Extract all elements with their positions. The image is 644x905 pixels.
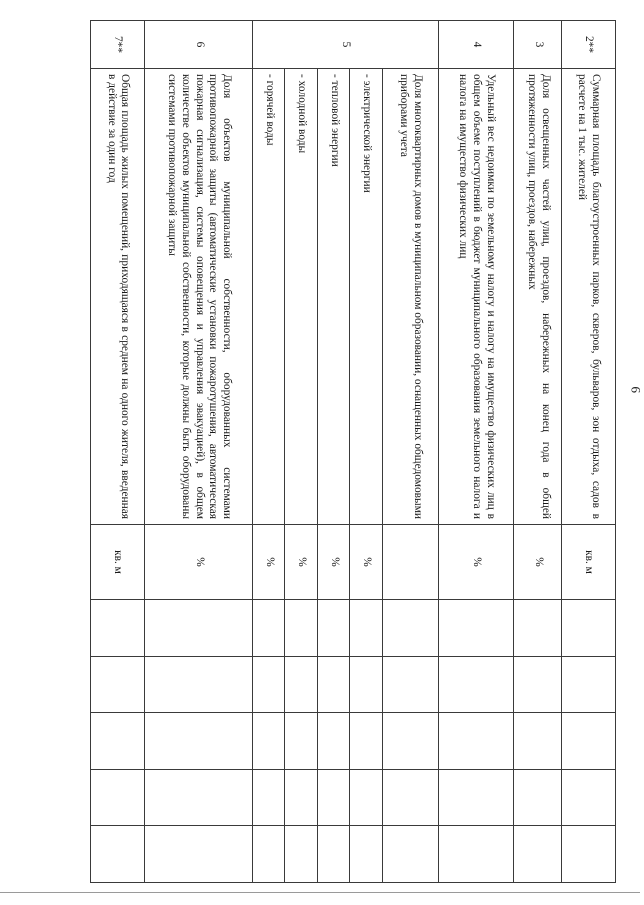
- indicator-name: Доля объектов муниципальной собственности, оборудованных системами противопожарной защиты (автоматические установки пожаротушения, автоматическая пожарная сигнализация, системы оповещения и управления эвакуацией), в общем количестве объектов муниципальной собственности, которые должны быть оборудованы системами противопожарной защиты: [145, 69, 253, 525]
- table-row: [317, 21, 349, 883]
- value-cell: [253, 769, 285, 826]
- indicator-sub-name: - тепловой энергии: [317, 69, 349, 525]
- value-cell: [317, 713, 349, 770]
- value-cell: [350, 826, 382, 883]
- value-cell: [317, 600, 349, 657]
- value-cell: [382, 769, 438, 826]
- table-row: [253, 21, 285, 883]
- unit-cell: [382, 525, 438, 600]
- value-cell: [562, 826, 616, 883]
- value-cell: [350, 713, 382, 770]
- row-number: 2**: [562, 21, 616, 69]
- value-cell: [562, 656, 616, 713]
- value-cell: [382, 656, 438, 713]
- indicator-name: Доля освещенных частей улиц, проездов, набережных на конец года в общей протяженности улиц, проездов, набережных: [514, 69, 562, 525]
- value-cell: [91, 769, 145, 826]
- value-cell: [317, 769, 349, 826]
- page-number: 9: [628, 386, 643, 393]
- value-cell: [514, 656, 562, 713]
- table-row: [285, 21, 317, 883]
- value-cell: [438, 826, 514, 883]
- table-row: [382, 21, 438, 883]
- value-cell: [253, 826, 285, 883]
- indicators-table-container: [90, 20, 616, 882]
- indicator-name: Общая площадь жилых помещений, приходящаяся в среднем на одного жителя, введенная в действие за один год: [91, 69, 145, 525]
- indicator-name: Удельный вес недоимки по земельному налогу и налогу на имущество физических лиц в общем объеме поступлений в бюджет муниципального образования земельного налога и налога на имущество физических лиц: [438, 69, 514, 525]
- row-number: 7**: [91, 21, 145, 69]
- value-cell: [253, 600, 285, 657]
- indicator-sub-name: - холодной воды: [285, 69, 317, 525]
- value-cell: [145, 713, 253, 770]
- unit-cell: %: [285, 525, 317, 600]
- value-cell: [91, 656, 145, 713]
- value-cell: [253, 656, 285, 713]
- value-cell: [285, 826, 317, 883]
- row-number: 4: [438, 21, 514, 69]
- value-cell: [350, 769, 382, 826]
- value-cell: [382, 713, 438, 770]
- table-row: [350, 21, 382, 883]
- value-cell: [285, 769, 317, 826]
- value-cell: [382, 826, 438, 883]
- unit-cell: %: [350, 525, 382, 600]
- value-cell: [91, 826, 145, 883]
- table-row: [438, 21, 514, 883]
- row-number: 6: [145, 21, 253, 69]
- value-cell: [562, 600, 616, 657]
- unit-cell: %: [438, 525, 514, 600]
- value-cell: [145, 826, 253, 883]
- value-cell: [145, 656, 253, 713]
- unit-cell: %: [514, 525, 562, 600]
- indicator-name: Суммарная площадь благоустроенных парков, скверов, бульваров, зон отдыха, садов в расчете на 1 тыс. жителей: [562, 69, 616, 525]
- value-cell: [317, 656, 349, 713]
- value-cell: [350, 600, 382, 657]
- value-cell: [145, 769, 253, 826]
- value-cell: [317, 826, 349, 883]
- unit-cell: %: [317, 525, 349, 600]
- value-cell: [438, 600, 514, 657]
- row-number: 5: [253, 21, 439, 69]
- table-row: [145, 21, 253, 883]
- value-cell: [514, 769, 562, 826]
- value-cell: [91, 713, 145, 770]
- value-cell: [514, 826, 562, 883]
- value-cell: [514, 713, 562, 770]
- value-cell: [253, 713, 285, 770]
- row-number: 3: [514, 21, 562, 69]
- value-cell: [562, 713, 616, 770]
- indicator-sub-name: - электрической энергии: [350, 69, 382, 525]
- table-row: [91, 21, 145, 883]
- unit-cell: кв. м: [91, 525, 145, 600]
- unit-cell: %: [253, 525, 285, 600]
- value-cell: [285, 600, 317, 657]
- value-cell: [91, 600, 145, 657]
- indicator-sub-name: - горячей воды: [253, 69, 285, 525]
- value-cell: [562, 769, 616, 826]
- value-cell: [438, 769, 514, 826]
- value-cell: [145, 600, 253, 657]
- value-cell: [514, 600, 562, 657]
- value-cell: [382, 600, 438, 657]
- page-bottom-rule: [0, 892, 640, 893]
- value-cell: [285, 656, 317, 713]
- value-cell: [438, 656, 514, 713]
- indicators-table: [90, 20, 616, 883]
- unit-cell: %: [145, 525, 253, 600]
- value-cell: [438, 713, 514, 770]
- value-cell: [285, 713, 317, 770]
- value-cell: [350, 656, 382, 713]
- table-row: [514, 21, 562, 883]
- table-row: [562, 21, 616, 883]
- indicator-name: Доля многоквартирных домов в муниципальном образовании, оснащенных общедомовыми приборами учета: [382, 69, 438, 525]
- unit-cell: кв. м: [562, 525, 616, 600]
